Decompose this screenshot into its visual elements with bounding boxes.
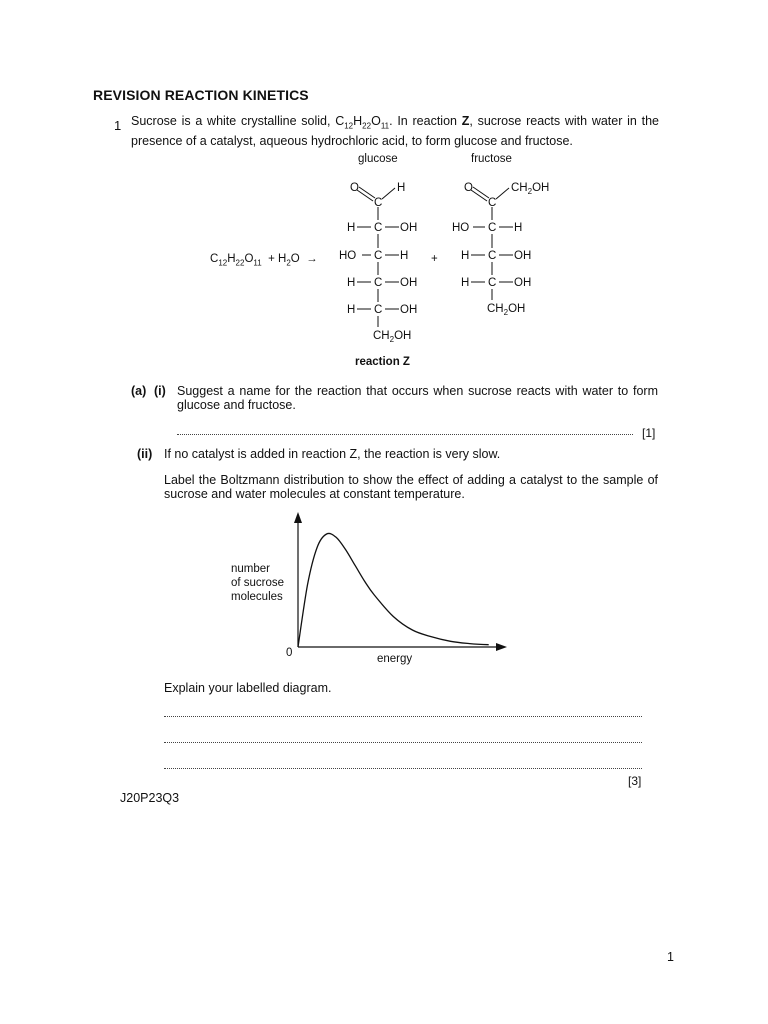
atom-label: $CH_2OH$ bbox=[511, 182, 550, 196]
x-axis-arrowhead bbox=[496, 643, 507, 651]
atom-label: H bbox=[347, 277, 356, 289]
boltzmann-chart bbox=[220, 505, 520, 670]
atom-label: OH bbox=[400, 304, 418, 316]
formula-part: O bbox=[290, 253, 300, 265]
y-axis-label-line2: of sucrose bbox=[231, 577, 285, 589]
intro-sub: 22 bbox=[362, 121, 372, 131]
atom-label: C bbox=[488, 277, 497, 289]
atom-label: $CH_2OH$ bbox=[373, 330, 412, 344]
atom-label: H bbox=[397, 182, 406, 194]
atom-label: C bbox=[374, 222, 383, 234]
paper-reference: J20P23Q3 bbox=[120, 791, 180, 805]
atom-label: C bbox=[374, 250, 383, 262]
products-plus: + bbox=[431, 253, 438, 265]
atom-label: OH bbox=[400, 222, 418, 234]
explain-prompt: Explain your labelled diagram. bbox=[164, 681, 332, 695]
formula-sub: 12 bbox=[218, 258, 228, 268]
atom-label: H bbox=[461, 277, 470, 289]
reactant-formula bbox=[210, 253, 318, 267]
atom-label: O bbox=[464, 182, 473, 194]
reaction-caption bbox=[355, 356, 410, 368]
answer-line[interactable] bbox=[164, 742, 642, 743]
glucose-label: glucose bbox=[358, 153, 398, 165]
formula-part: C bbox=[210, 253, 219, 265]
mark-allocation: [3] bbox=[628, 774, 642, 788]
intro-text: H bbox=[353, 114, 363, 128]
part-a-label: (a) bbox=[131, 384, 147, 398]
reaction-arrow: → bbox=[306, 253, 318, 265]
y-axis-label-line1: number bbox=[231, 563, 270, 575]
question-intro bbox=[131, 114, 659, 148]
formula-sub: 11 bbox=[253, 258, 262, 268]
fructose-structure bbox=[444, 172, 564, 322]
answer-line[interactable] bbox=[164, 768, 642, 769]
glucose-structure bbox=[330, 172, 440, 347]
atom-label: $CH_2OH$ bbox=[487, 303, 526, 317]
intro-sub: 12 bbox=[344, 121, 354, 131]
intro-text: O bbox=[371, 114, 381, 128]
atom-label: OH bbox=[400, 277, 418, 289]
part-i-label: (i) bbox=[154, 384, 166, 398]
fructose-label: fructose bbox=[471, 153, 512, 165]
formula-part: H bbox=[227, 253, 236, 265]
formula-part: O bbox=[244, 253, 254, 265]
atom-label: C bbox=[488, 222, 497, 234]
question-number: 1 bbox=[114, 118, 122, 133]
part-a-i-text: Suggest a name for the reaction that occurs when sucrose reacts with water to form glucose and fructose. bbox=[177, 384, 658, 412]
atom-label: HO bbox=[339, 250, 357, 262]
atom-label: H bbox=[514, 222, 523, 234]
page-number: 1 bbox=[667, 950, 674, 964]
atom-label: C bbox=[488, 197, 497, 209]
atom-label: C bbox=[488, 250, 497, 262]
formula-sub: 2 bbox=[286, 258, 291, 268]
bond-line bbox=[496, 188, 509, 199]
atom-label: C bbox=[374, 277, 383, 289]
bond-line bbox=[382, 188, 395, 199]
part-ii-label: (ii) bbox=[137, 447, 153, 461]
answer-line[interactable] bbox=[164, 716, 642, 717]
reaction-letter: Z bbox=[461, 114, 470, 128]
intro-text: , sucrose reacts with water in the presence of a catalyst, aqueous hydrochloric acid, to form glucose and fructose. bbox=[131, 114, 659, 148]
intro-text: Sucrose is a white crystalline solid, C bbox=[131, 114, 345, 128]
intro-text: . In reaction bbox=[389, 114, 462, 128]
atom-label: C bbox=[374, 304, 383, 316]
atom-label: H bbox=[347, 304, 356, 316]
formula-sub: 22 bbox=[235, 258, 245, 268]
formula-part: + H bbox=[268, 253, 287, 265]
atom-label: C bbox=[374, 197, 383, 209]
atom-label: H bbox=[400, 250, 409, 262]
atom-label: HO bbox=[452, 222, 470, 234]
intro-sub: 11 bbox=[380, 121, 390, 131]
atom-label: OH bbox=[514, 277, 532, 289]
y-axis-label-line3: molecules bbox=[231, 591, 283, 603]
answer-line[interactable] bbox=[177, 434, 633, 435]
part-a-ii-text1: If no catalyst is added in reaction Z, the reaction is very slow. bbox=[164, 447, 501, 461]
atom-label: OH bbox=[514, 250, 532, 262]
atom-label: O bbox=[350, 182, 359, 194]
atom-label: H bbox=[347, 222, 356, 234]
mark-allocation: [1] bbox=[642, 426, 656, 440]
distribution-curve bbox=[298, 533, 489, 647]
origin-label: 0 bbox=[286, 647, 293, 659]
x-axis-label: energy bbox=[377, 653, 413, 665]
y-axis-arrowhead bbox=[294, 512, 302, 523]
reaction-caption-text: reaction Z bbox=[355, 356, 410, 368]
page-title: REVISION REACTION KINETICS bbox=[93, 87, 309, 103]
part-a-ii-text2: Label the Boltzmann distribution to show the effect of adding a catalyst to the sample of sucrose and water molecules at constant temperature. bbox=[164, 473, 658, 501]
atom-label: H bbox=[461, 250, 470, 262]
